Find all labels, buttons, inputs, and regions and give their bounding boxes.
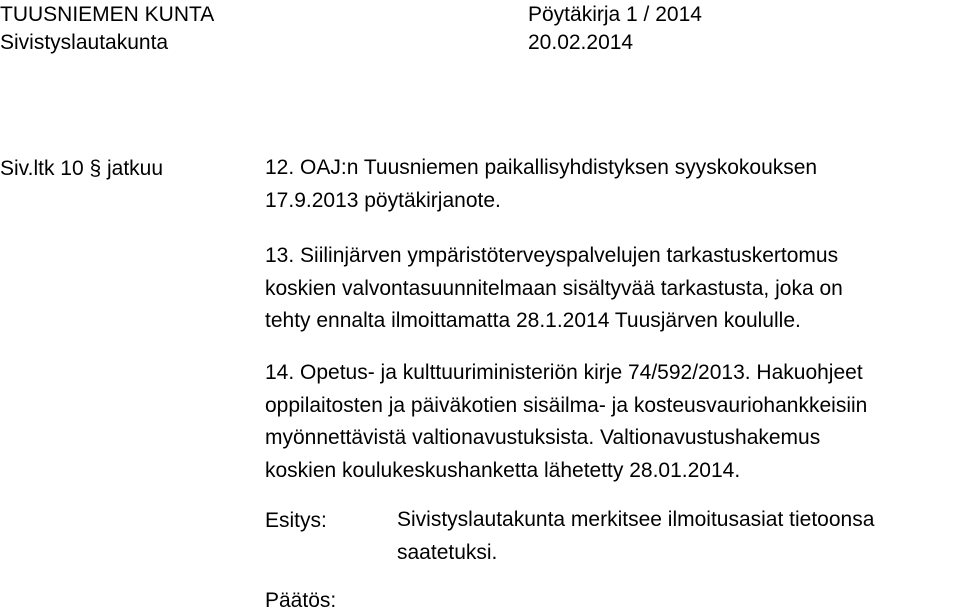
item-12 xyxy=(265,152,955,217)
item-13-line-1: 13. Siilinjärven ympäristöterveyspalvelujen tarkastuskertomus xyxy=(265,244,839,267)
section-label: Siv.ltk 10 § jatkuu xyxy=(0,157,164,180)
item-14-line-1: 14. Opetus- ja kulttuuriministeriön kirje 74/592/2013. Hakuohjeet xyxy=(265,361,863,384)
item-13 xyxy=(265,240,955,338)
item-12-line-1: 12. OAJ:n Tuusniemen paikallisyhdistyksen syyskokouksen xyxy=(265,156,818,179)
proposal-label: Esitys: xyxy=(265,509,327,532)
proposal-line-2: saatetuksi. xyxy=(397,540,498,564)
item-13-line-2: koskien valvontasuunnitelmaan sisältyvää tarkastusta, joka on xyxy=(265,276,843,300)
item-13-line-3: tehty ennalta ilmoittamatta 28.1.2014 Tuusjärven koululle. xyxy=(265,309,801,332)
decision-label: Päätös: xyxy=(265,589,337,612)
item-14 xyxy=(265,357,955,487)
proposal-text xyxy=(397,504,957,569)
item-14-line-3: myönnettävistä valtionavustuksista. Valtionavustushakemus xyxy=(265,426,821,449)
header-date: 20.02.2014 xyxy=(528,31,634,54)
item-12-line-2: 17.9.2013 pöytäkirjanote. xyxy=(265,188,501,212)
item-14-line-4: koskien koulukeskushanketta lähetetty 28.01.2014. xyxy=(265,458,741,482)
header-committee: Sivistyslautakunta xyxy=(0,31,169,54)
proposal-line-1: Sivistyslautakunta merkitsee ilmoitusasiat tietoonsa xyxy=(397,508,875,531)
header-org: TUUSNIEMEN KUNTA xyxy=(0,3,215,26)
header-doc-type: Pöytäkirja 1 / 2014 xyxy=(528,3,702,26)
item-14-line-2: oppilaitosten ja päiväkotien sisäilma- ja kosteusvauriohankkeisiin xyxy=(265,393,868,417)
